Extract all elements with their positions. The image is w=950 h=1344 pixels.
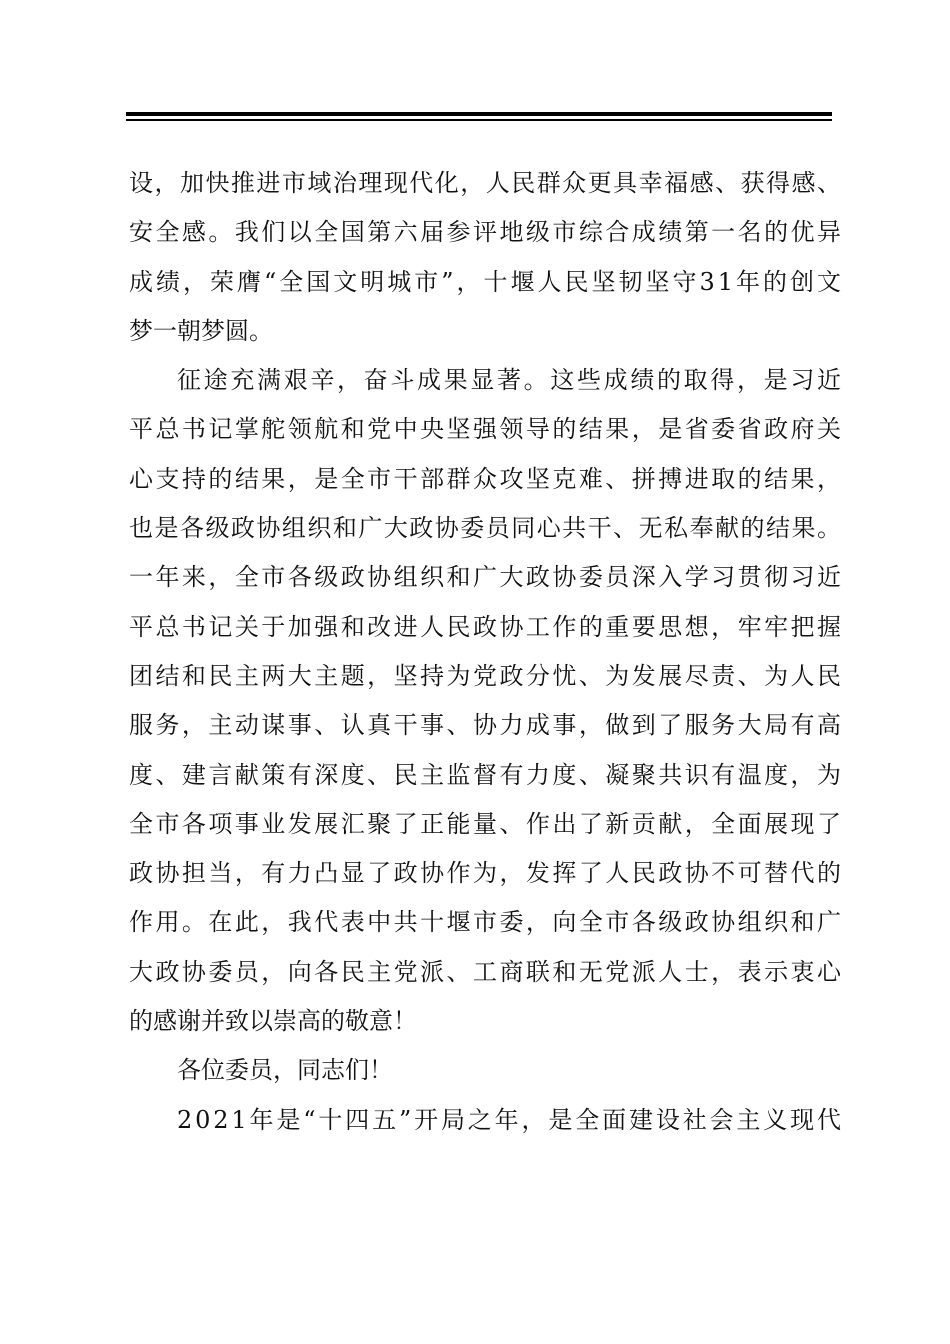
text-line: 的感谢并致以崇高的敬意！ xyxy=(129,1007,417,1036)
text-line: 大政协委员，向各民主党派、工商联和无党派人士，表示衷心 xyxy=(129,957,844,986)
text-line: 一年来，全市各级政协组织和广大政协委员深入学习贯彻习近 xyxy=(129,563,844,592)
text-line: 各位委员，同志们！ xyxy=(177,1056,393,1085)
header-double-rule xyxy=(126,112,832,122)
text-line: 成绩，荣膺“全国文明城市”，十堰人民坚韧坚守31年的创文 xyxy=(129,267,844,296)
text-line: 全市各项事业发展汇聚了正能量、作出了新贡献，全面展现了 xyxy=(129,809,844,838)
text-line: 征途充满艰辛，奋斗成果显著。这些成绩的取得，是习近 xyxy=(177,366,844,395)
header-rule-thin xyxy=(126,119,832,121)
text-line: 梦一朝梦圆。 xyxy=(129,316,273,345)
text-line: 心支持的结果，是全市干部群众攻坚克难、拼搏进取的结果， xyxy=(129,464,844,493)
text-line: 政协担当，有力凸显了政协作为，发挥了人民政协不可替代的 xyxy=(129,859,844,888)
text-line: 安全感。我们以全国第六届参评地级市综合成绩第一名的优异 xyxy=(129,218,844,247)
text-line: 团结和民主两大主题，坚持为党政分忧、为发展尽责、为人民 xyxy=(129,661,844,690)
text-line: 设，加快推进市域治理现代化，人民群众更具幸福感、获得感、 xyxy=(129,169,843,197)
header-rule-thick xyxy=(126,112,832,116)
text-line: 平总书记关于加强和改进人民政协工作的重要思想，牢牢把握 xyxy=(129,612,844,641)
text-line: 2021年是“十四五”开局之年，是全面建设社会主义现代 xyxy=(177,1105,844,1134)
document-body xyxy=(129,159,844,1145)
text-line: 平总书记掌舵领航和党中央坚强领导的结果，是省委省政府关 xyxy=(129,415,844,444)
text-line: 作用。在此，我代表中共十堰市委，向全市各级政协组织和广 xyxy=(129,908,844,937)
text-line: 度、建言献策有深度、民主监督有力度、凝聚共识有温度，为 xyxy=(129,760,844,789)
text-line: 服务，主动谋事、认真干事、协力成事，做到了服务大局有高 xyxy=(129,711,844,740)
text-line: 也是各级政协组织和广大政协委员同心共干、无私奉献的结果。 xyxy=(129,514,843,543)
